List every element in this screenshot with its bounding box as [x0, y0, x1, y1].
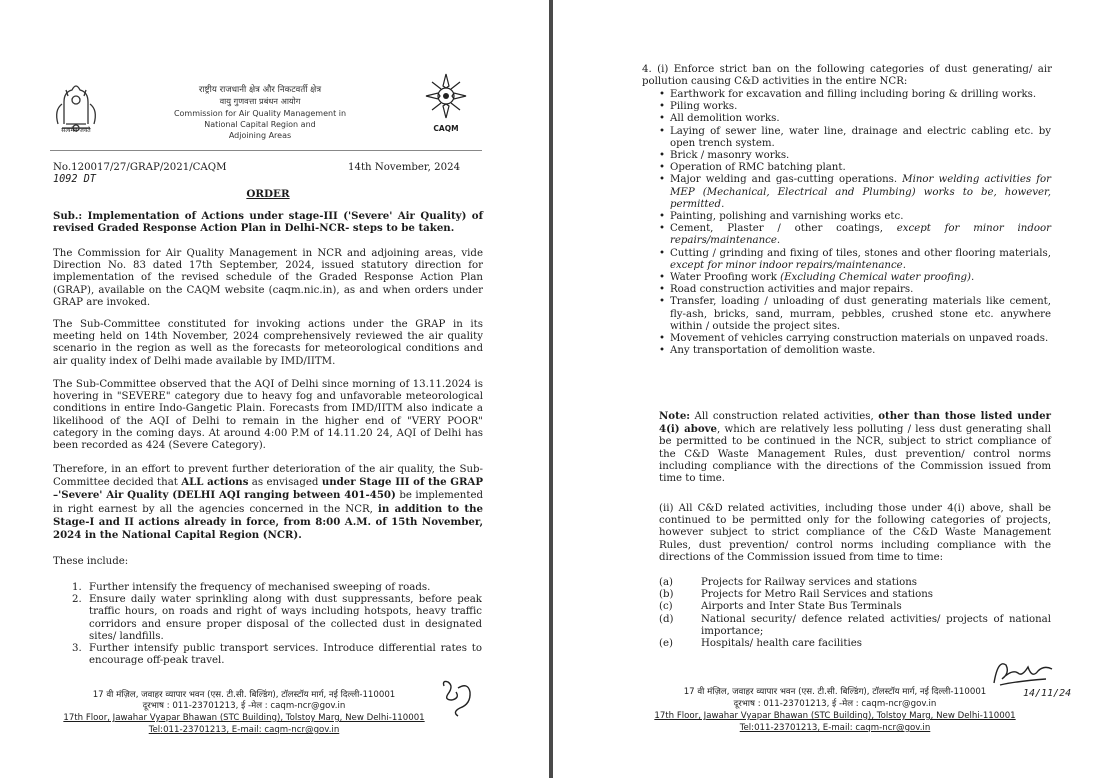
header-hindi-line2: वायु गुणवत्ता प्रबंधन आयोग: [219, 96, 301, 106]
subject: Sub.: Implementation of Actions under stage-III ('Severe' Air Quality) of revised Graded Response Action Plan in Delhi-NCR- steps to be taken.: [53, 210, 483, 235]
emblem-caption: सत्यमेव जयते: [61, 127, 91, 134]
footer-hindi-address: 17 वी मंज़िल, जवाहर व्यापार भवन (एस. टी.सी. बिल्डिंग), टॉलस्टॉय मार्ग, नई दिल्ली-110001: [92, 690, 396, 700]
list-item: • Major welding and gas-cutting operations. Minor welding activities for MEP (Mechanical, Electrical and Plumbing) works to be, however, permitted.: [659, 174, 1051, 211]
paragraph-1: The Commission for Air Quality Management in NCR and adjoining areas, vide Direction No. 83 dated 17th September, 2024, issued statutory direction for implementation of the revised schedule of the Graded Response Action Plan (GRAP), available on the CAQM website (caqm.nic.in), as and when orders under GRAP are invoked.: [53, 248, 483, 308]
paragraph-4: Therefore, in an effort to prevent further deterioration of the air quality, the Sub-Committee decided that ALL actions as envisaged under Stage III of the GRAP –'Severe' Air Quality (DELHI AQI ranging between 401-450) be implemented in right earnest by all the agencies concerned in the NCR, in addition to the Stage-I and II actions already in force, from 8:00 A.M. of 15th November, 2024 in the National Capital Region (NCR).: [53, 464, 483, 542]
list-item: • Movement of vehicles carrying construction materials on unpaved roads.: [659, 333, 1051, 345]
footer-english-address: 17th Floor, Jawahar Vyapar Bhawan (STC Building), Tolstoy Marg, New Delhi-110001: [654, 711, 1016, 721]
signature-initials-icon: [438, 678, 478, 720]
list-item: • Water Proofing work (Excluding Chemical water proofing).: [659, 272, 1051, 284]
footer-hindi-address: 17 वी मंज़िल, जवाहर व्यापार भवन (एस. टी.सी. बिल्डिंग), टॉलस्टॉय मार्ग, नई दिल्ली-110001: [683, 687, 987, 697]
footer-english-contact: Tel:011-23701213, E-mail: caqm-ncr@gov.in: [739, 723, 931, 733]
header-english-line2: National Capital Region and: [204, 120, 316, 129]
header-english-line3: Adjoining Areas: [228, 131, 292, 140]
note-paragraph: Note: All construction related activities, other than those listed under 4(i) above, which are relatively less polluting / less dust generating shall be permitted to be continued in the NCR, subject to strict compliance of the C&D Waste Management Rules, dust prevention/ control norms including compliance with the directions of the Commission issued from time to time.: [659, 410, 1051, 485]
list-item: • Laying of sewer line, water line, drainage and electric cabling etc. by open trench system.: [659, 126, 1051, 150]
paragraph-2: The Sub-Committee constituted for invoking actions under the GRAP in its meeting held on 14th November, 2024 comprehensively reviewed the air quality scenario in the region as well as the forecasts for meteorological conditions and air quality index of Delhi made available by IMD/IITM.: [53, 319, 483, 367]
right-page: [553, 0, 1103, 778]
list-item: • Earthwork for excavation and filling including boring & drilling works.: [659, 89, 1051, 101]
list-item: 1. Further intensify the frequency of mechanised sweeping of roads.: [72, 582, 431, 593]
list-item: • Cement, Plaster / other coatings, except for minor indoor repairs/maintenance.: [659, 223, 1051, 247]
list-item: (e) Hospitals/ health care facilities: [659, 638, 863, 650]
list-item: • Piling works.: [659, 101, 1051, 113]
list-item: (c) Airports and Inter State Bus Terminals: [659, 601, 902, 613]
signature-date: 14/11/24: [1023, 688, 1072, 699]
list-item: • Cutting / grinding and fixing of tiles, stones and other flooring materials, except for minor indoor repairs/maintenance.: [659, 248, 1051, 272]
list-item: (d) National security/ defence related activities/ projects of national importance;: [659, 613, 1051, 637]
footer-hindi-contact: दूरभाष : 011-23701213, ई -मेल : caqm-ncr@gov.in: [142, 701, 346, 711]
footer-english-address: 17th Floor, Jawahar Vyapar Bhawan (STC Building), Tolstoy Marg, New Delhi-110001: [63, 713, 425, 723]
list-item: (a) Projects for Railway services and stations: [659, 577, 918, 588]
list-item: • Operation of RMC batching plant.: [659, 162, 1051, 174]
reference-handwritten: 1092 DT: [53, 174, 96, 186]
list-item: (b) Projects for Metro Rail Services and stations: [659, 589, 934, 601]
list-item: 3. Further intensify public transport services. Introduce differential rates to encourage off-peak travel.: [72, 643, 482, 667]
list-item: 2. Ensure daily water sprinkling along with dust suppressants, before peak traffic hours, on roads and right of ways including hotspots, heavy traffic corridors and ensure proper disposal of the collected dust in designated sites/ landfills.: [72, 594, 482, 642]
permitted-projects-list: [659, 577, 1051, 650]
order-date: 14th November, 2024: [348, 162, 461, 173]
header-hindi-line1: राष्ट्रीय राजधानी क्षेत्र और निकटवर्ती क्षेत्र: [198, 85, 322, 95]
these-include: These include:: [53, 556, 129, 567]
list-item: • Brick / masonry works.: [659, 150, 1051, 162]
actions-list: [72, 582, 482, 667]
list-item: • Any transportation of demolition waste.: [659, 345, 1051, 357]
footer-english-contact: Tel:011-23701213, E-mail: caqm-ncr@gov.in: [148, 725, 340, 735]
footer-hindi-contact: दूरभाष : 011-23701213, ई -मेल : caqm-ncr@gov.in: [733, 699, 937, 709]
item-4-ii: (ii) All C&D related activities, including those under 4(i) above, shall be continued to be permitted only for the following categories of projects, however subject to strict compliance of the C&D Waste Management Rules, dust prevention/ control norms including compliance with the directions of the Commission issued from time to time:: [659, 503, 1051, 563]
paragraph-3: The Sub-Committee observed that the AQI of Delhi since morning of 13.11.2024 is hovering in "SEVERE" category due to heavy fog and unfavorable meteorological conditions in entire Indo-Gangetic Plain. Forecasts from IMD/IITM also indicate a likelihood of the AQI of Delhi to remain in the higher end of "VERY POOR" category in the coming days. At around 4:00 P.M of 14.11.20 24, AQI of Delhi has been recorded as 424 (Severe Category).: [53, 379, 483, 452]
header-rule: [50, 150, 482, 151]
list-item: • Transfer, loading / unloading of dust generating materials like cement, fly-ash, bricks, sand, murram, pebbles, crushed stone etc. anywhere within / outside the project sites.: [659, 296, 1051, 333]
caqm-logo-text: CAQM: [433, 124, 459, 133]
list-item: • Road construction activities and major repairs.: [659, 284, 1051, 296]
caqm-logo-icon: [424, 72, 468, 122]
left-page: [0, 0, 549, 778]
item-4-intro: 4. (i) Enforce strict ban on the following categories of dust generating/ air pollution causing C&D activities in the entire NCR:: [642, 64, 1052, 88]
list-item: • All demolition works.: [659, 113, 1051, 125]
order-title: ORDER: [246, 188, 290, 200]
header-english-line1: Commission for Air Quality Management in: [173, 109, 347, 118]
list-item: • Painting, polishing and varnishing works etc.: [659, 211, 1051, 223]
banned-activities-list: [659, 89, 1051, 357]
reference-number: No.120017/27/GRAP/2021/CAQM 1092 DT: [53, 162, 227, 186]
